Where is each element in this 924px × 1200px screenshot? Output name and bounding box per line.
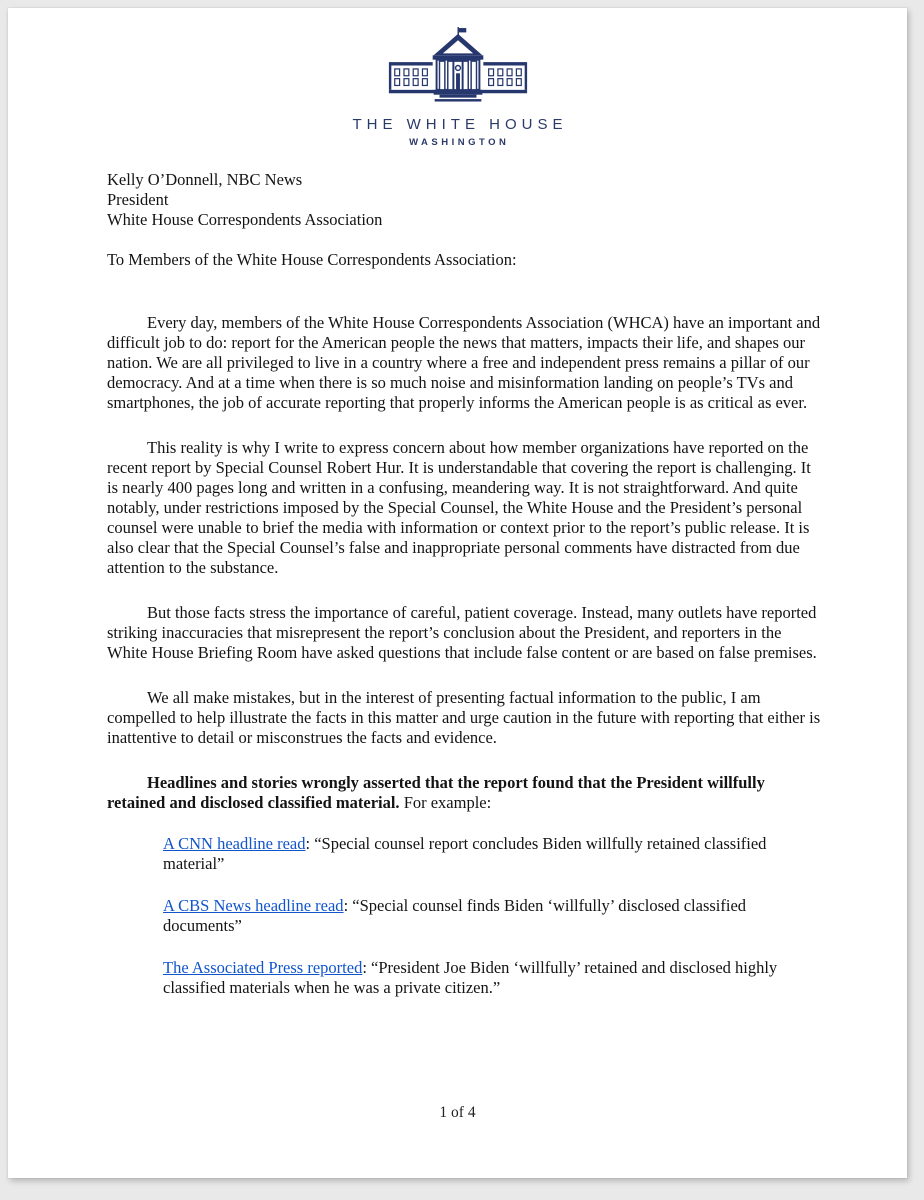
letterhead bbox=[8, 8, 907, 148]
example-quote-ap bbox=[163, 958, 821, 998]
example-quote-cbs bbox=[163, 896, 821, 936]
heading-bold-text: Headlines and stories wrongly asserted that the report found that the President willfully retained and disclosed classified material. bbox=[107, 773, 765, 812]
recipient-block bbox=[107, 170, 821, 230]
recipient-title: President bbox=[107, 190, 169, 209]
white-house-building-icon bbox=[385, 27, 531, 105]
heading-rest-text: For example: bbox=[399, 793, 492, 812]
paragraph-hur-report: This reality is why I write to express concern about how member organizations have reported on the recent report by Special Counsel Robert Hur. It is understandable that covering the report is challenging. It is nearly 400 pages long and written in a confusing, meandering way. It is not straightforward. And quite notably, under restrictions imposed by the Special Counsel, the White House and the President’s personal counsel were unable to brief the media with information or context prior to the report’s public release. It is also clear that the Special Counsel’s false and inappropriate personal comments have distracted from due attention to the substance. bbox=[107, 438, 811, 577]
cnn-headline-link[interactable]: A CNN headline read bbox=[163, 834, 306, 853]
cbs-headline-link[interactable]: A CBS News headline read bbox=[163, 896, 344, 915]
ap-report-link[interactable]: The Associated Press reported bbox=[163, 958, 363, 977]
paragraph-careful-coverage: But those facts stress the importance of careful, patient coverage. Instead, many outlets have reported striking inaccuracies that misrepresent the report’s conclusion about the President, and reporters in the White House Briefing Room have asked questions that include false content or are based on false premises. bbox=[107, 603, 817, 662]
ap-quote-text: : “President Joe Biden ‘willfully’ retained and disclosed highly classified materials when he was a private citizen.” bbox=[163, 958, 778, 997]
cnn-quote-text: : “Special counsel report concludes Biden willfully retained classified material” bbox=[163, 834, 767, 873]
cbs-quote-text: : “Special counsel finds Biden ‘willfully’ disclosed classified documents” bbox=[163, 896, 747, 935]
letterhead-subtitle: WASHINGTON bbox=[409, 137, 510, 148]
letter-page bbox=[8, 8, 907, 1178]
page-number: 1 of 4 bbox=[439, 1104, 476, 1121]
paragraph-every-day: Every day, members of the White House Correspondents Association (WHCA) have an important and difficult job to do: report for the American people the news that matters, impacts their life, and shapes our nation. We are all privileged to live in a country where a free and independent press remains a pillar of our democracy. And at a time when there is so much noise and misinformation landing on people’s TVs and smartphones, the job of accurate reporting that properly informs the American people is as critical as ever. bbox=[107, 313, 821, 412]
salutation: To Members of the White House Correspondents Association: bbox=[107, 250, 517, 269]
recipient-name: Kelly O’Donnell, NBC News bbox=[107, 170, 303, 189]
letter-body bbox=[107, 170, 821, 998]
letterhead-title: THE WHITE HOUSE bbox=[352, 116, 568, 133]
bold-heading bbox=[107, 773, 821, 813]
recipient-organization: White House Correspondents Association bbox=[107, 210, 383, 229]
example-quote-cnn bbox=[163, 834, 821, 874]
paragraph-we-all-make-mistakes: We all make mistakes, but in the interest of presenting factual information to the public, I am compelled to help illustrate the facts in this matter and urge caution in the future with reporting that either is inattentive to detail or misconstrues the facts and evidence. bbox=[107, 688, 821, 747]
